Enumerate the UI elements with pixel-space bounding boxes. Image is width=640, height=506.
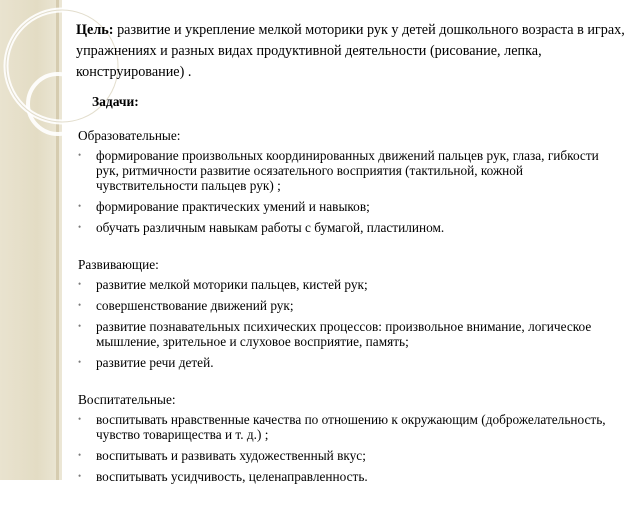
list-item <box>78 469 618 484</box>
list-item <box>78 298 618 313</box>
bullet-icon: • <box>78 321 82 331</box>
list-item <box>78 148 618 193</box>
list-item-text: воспитывать нравственные качества по отношению к окружающим (доброжелательность, чувство товарищества и т. д.) ; <box>96 412 606 442</box>
section-title: Развивающие: <box>78 257 159 272</box>
list-item-text: развитие речи детей. <box>96 355 214 370</box>
list-item-text: воспитывать и развивать художественный вкус; <box>96 448 366 463</box>
bullet-icon: • <box>78 222 82 232</box>
list-item-text: формирование практических умений и навыков; <box>96 199 370 214</box>
section-upbringing <box>78 392 618 484</box>
list-item <box>78 355 618 370</box>
list-item-text: развитие мелкой моторики пальцев, кистей рук; <box>96 277 368 292</box>
bullet-icon: • <box>78 414 82 424</box>
list-item <box>78 319 618 349</box>
list-item <box>78 199 618 214</box>
list-item-text: формирование произвольных координированных движений пальцев рук, глаза, гибкости рук, ритмичности развитие осязательного восприятия (тактильной, кожной чувствительности пальцев рук) ; <box>96 148 599 193</box>
goal-text: развитие и укрепление мелкой моторики рук у детей дошкольного возраста в играх, упражнениях и разных видах продуктивной деятельности (рисование, лепка, конструирование) . <box>76 22 625 80</box>
list-item <box>78 277 618 292</box>
task-list <box>78 148 618 235</box>
task-sections <box>78 128 618 506</box>
task-list <box>78 277 618 370</box>
list-item <box>78 448 618 463</box>
list-item-text: воспитывать усидчивость, целенаправленность. <box>96 469 368 484</box>
task-list <box>78 412 618 484</box>
goal-label: Цель: <box>76 22 114 38</box>
bullet-icon: • <box>78 300 82 310</box>
section-developmental <box>78 257 618 370</box>
section-title: Воспитательные: <box>78 392 176 407</box>
list-item <box>78 412 618 442</box>
bullet-icon: • <box>78 279 82 289</box>
section-educational <box>78 128 618 235</box>
section-title: Образовательные: <box>78 128 181 143</box>
list-item-text: обучать различным навыкам работы с бумагой, пластилином. <box>96 220 445 235</box>
list-item-text: совершенствование движений рук; <box>96 298 294 313</box>
bullet-icon: • <box>78 201 82 211</box>
list-item-text: развитие познавательных психических процессов: произвольное внимание, логическое мышление, зрительное и слуховое восприятие, память; <box>96 319 592 349</box>
goal-paragraph <box>76 20 628 83</box>
bullet-icon: • <box>78 150 82 160</box>
tasks-heading: Задачи: <box>92 94 139 109</box>
bullet-icon: • <box>78 357 82 367</box>
decorative-circle-small <box>28 74 88 134</box>
list-item <box>78 220 618 235</box>
bullet-icon: • <box>78 450 82 460</box>
bullet-icon: • <box>78 471 82 481</box>
